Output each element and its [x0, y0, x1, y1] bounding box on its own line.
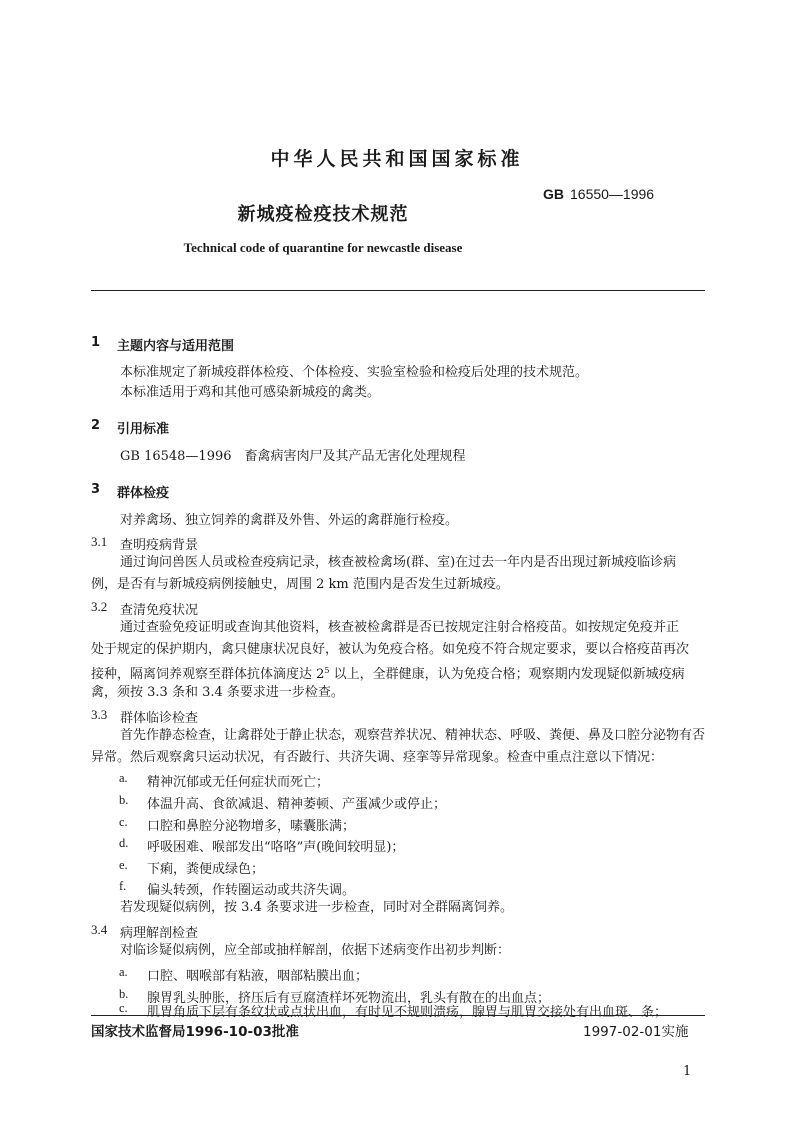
section-3-2-line-4: 禽，须按 3.3 条和 3.4 条要求进一步检查。: [91, 685, 344, 700]
list-item-label: e.: [119, 858, 128, 872]
list-item-text: 下痢，粪便成绿色；: [147, 862, 265, 877]
section-3-2-line-2: 处于规定的保护期内，禽只健康状况良好，被认为免疫合格。如免疫不符合规定要求，要以合格疫苗再次: [91, 642, 690, 657]
section-3-2-line-3b: 以上，全群健康，认为免疫合格；观察期内发现疑似新城疫病: [329, 667, 685, 682]
section-2-title: 引用标准: [117, 422, 170, 437]
section-3-1-title: 查明疫病背景: [120, 538, 199, 553]
list-item-label: d.: [119, 836, 129, 850]
document-title-en: Technical code of quarantine for newcastle disease: [183, 240, 463, 255]
page-number: 1: [683, 1064, 692, 1079]
section-3-2-line-1: 通过查验免疫证明或查询其他资料，核查被检禽群是否已按规定注射合格疫苗。如按规定免疫并正: [120, 620, 680, 635]
section-3-3-number: 3.3: [91, 707, 108, 722]
list-item-text: 呼吸困难、喉部发出“咯咯”声(晚间较明显)；: [147, 840, 405, 855]
list-item-text: 精神沉郁或无任何症状而死亡；: [147, 775, 330, 790]
list-item-text: 口腔和鼻腔分泌物增多，嗉囊胀满；: [147, 819, 356, 834]
list-item-label: c.: [119, 1001, 128, 1015]
section-3-2-line-3: [91, 664, 685, 681]
section-3-2-line-3a: 接种，隔离饲养观察至群体抗体滴度达 2: [91, 667, 325, 682]
header-divider: [91, 290, 705, 291]
list-item-text: 偏头转颈，作转圈运动或共济失调。: [147, 883, 356, 898]
gb-prefix: GB: [543, 186, 564, 202]
footer-divider: [91, 1015, 705, 1016]
section-3-3-line-2: 异常。然后观察禽只运动状况，有否跛行、共济失调、痉挛等异常现象。检查中重点注意以下情况：: [91, 750, 664, 765]
list-item-label: b.: [119, 987, 129, 1001]
approval-line: 国家技术监督局1996-10-03批准: [91, 1024, 299, 1040]
list-item-text: 肌胃角质下层有条纹状或点状出血，有时见不规则溃疡，腺胃与肌胃交接处有出血斑、条；: [147, 1005, 668, 1020]
section-3-intro: 对养禽场、独立饲养的禽群及外售、外运的禽群施行检疫。: [120, 513, 459, 528]
section-3-1-number: 3.1: [91, 534, 108, 549]
list-item-label: a.: [119, 965, 128, 979]
section-3-4-number: 3.4: [91, 922, 108, 937]
section-2-number: 2: [91, 418, 101, 433]
section-3-2-title: 查清免疫状况: [120, 603, 199, 618]
section-1-title: 主题内容与适用范围: [117, 339, 235, 354]
list-item-label: a.: [119, 771, 128, 785]
reference-standard: GB 16548—1996 畜禽病害肉尸及其产品无害化处理规程: [120, 449, 466, 464]
section-3-title: 群体检疫: [117, 486, 170, 501]
section-3-4-title: 病理解剖检查: [120, 926, 199, 941]
section-3-2-number: 3.2: [91, 599, 108, 614]
section-1-paragraph-1: 本标准规定了新城疫群体检疫、个体检疫、实验室检验和检疫后处理的技术规范。: [120, 365, 589, 380]
section-3-3-title: 群体临诊检查: [120, 711, 199, 726]
list-item-label: c.: [119, 815, 128, 829]
list-item-text: 口腔、咽喉部有粘液，咽部粘膜出血；: [147, 969, 369, 984]
standard-org-title: 中华人民共和国国家标准: [270, 148, 524, 170]
section-3-1-line-1: 通过询问兽医人员或检查疫病记录，核查被检禽场(群、室)在过去一年内是否出现过新城疫临诊病: [120, 555, 677, 570]
list-item-text: 腺胃乳头肿胀，挤压后有豆腐渣样坏死物流出，乳头有散在的出血点；: [147, 991, 551, 1006]
list-item-label: b.: [119, 793, 129, 807]
section-1-paragraph-2: 本标准适用于鸡和其他可感染新城疫的禽类。: [120, 385, 381, 400]
section-3-1-line-2: 例，是否有与新城疫病例接触史，周围 2 km 范围内是否发生过新城疫。: [91, 577, 509, 592]
effective-date: 1997-02-01实施: [583, 1024, 689, 1040]
gb-number: 16550—1996: [570, 186, 655, 202]
section-3-4-line-1: 对临诊疑似病例，应全部或抽样解剖，依据下述病变作出初步判断：: [120, 943, 511, 958]
list-item-label: f.: [119, 879, 127, 893]
section-1-number: 1: [91, 335, 101, 350]
antibody-titer-exponent: 5: [324, 666, 330, 675]
document-title-zh: 新城疫检疫技术规范: [237, 204, 409, 225]
section-3-3-line-1: 首先作静态检查，让禽群处于静止状态，观察营养状况、精神状态、呼吸、粪便、鼻及口腔分泌物有否: [120, 728, 706, 743]
section-3-3-after: 若发现疑似病例，按 3.4 条要求进一步检查，同时对全群隔离饲养。: [120, 900, 513, 915]
list-item-text: 体温升高、食欲减退、精神萎顿、产蛋减少或停止；: [147, 797, 447, 812]
section-3-number: 3: [91, 482, 101, 497]
